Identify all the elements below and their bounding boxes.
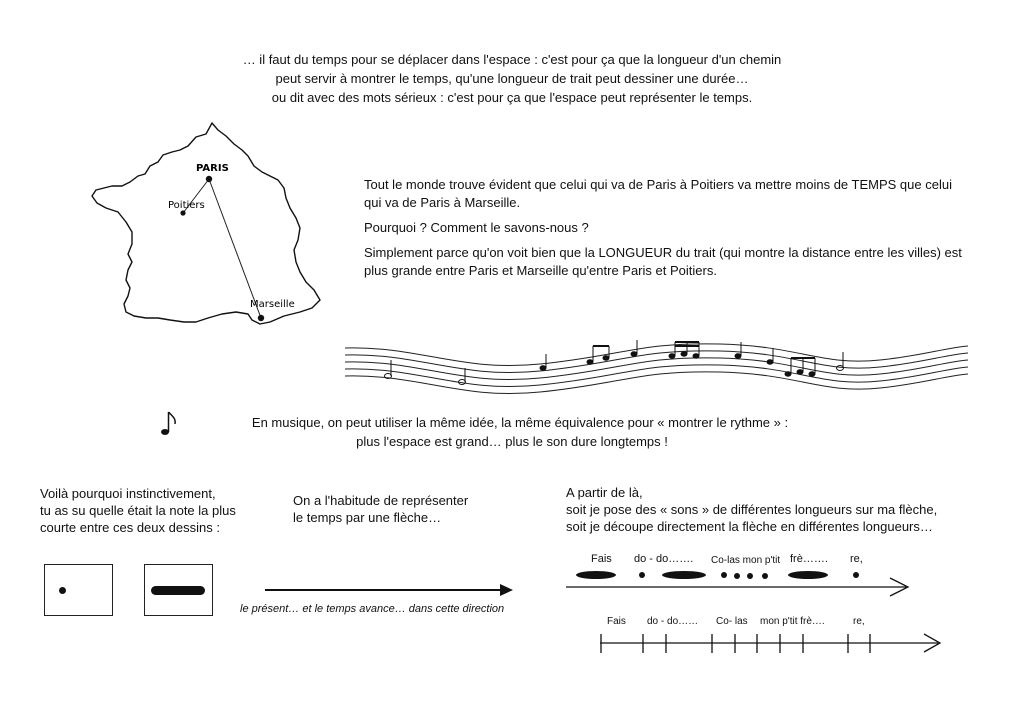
left-line-2: tu as su quelle était la note la plus xyxy=(40,503,236,518)
music-line-1: En musique, on peut utiliser la même idée, la même équivalence pour « montrer le rythme » : xyxy=(251,415,789,430)
lyric-top-dodo: do - do……. xyxy=(634,553,694,565)
middle-line-2: le temps par une flèche… xyxy=(293,510,442,525)
poitiers-label: Poitiers xyxy=(168,200,205,211)
intro-line-3: ou dit avec des mots sérieux : c'est pour ça que l'espace peut représenter le temps. xyxy=(271,90,753,105)
lyric-bottom-re: re, xyxy=(853,616,865,627)
lyric-top-re: re, xyxy=(850,553,863,565)
lyric-bottom-mon: mon p'tit frè…. xyxy=(760,616,825,627)
lyric-bottom-fais: Fais xyxy=(607,616,626,627)
lyric-bottom-dodo: do - do…… xyxy=(647,616,699,627)
right-line-1: A partir de là, xyxy=(566,485,643,500)
right-line-3: soit je découpe directement la flèche en différentes longueurs… xyxy=(566,519,933,534)
intro-line-1: … il faut du temps pour se déplacer dans l'espace : c'est pour ça que la longueur d'un chemin xyxy=(242,52,782,67)
lyric-top-frere: frè……. xyxy=(790,553,828,565)
time-arrow-caption: le présent… et le temps avance… dans cette direction xyxy=(240,603,505,615)
lyric-top-colas: Co-las mon p'tit xyxy=(711,555,781,566)
lyric-top-fais: Fais xyxy=(591,553,612,565)
marseille-label: Marseille xyxy=(250,299,295,310)
left-line-3: courte entre ces deux dessins : xyxy=(40,520,220,535)
explanation-p2: Pourquoi ? Comment le savons-nous ? xyxy=(364,220,589,235)
lyric-bottom-colas: Co- las xyxy=(716,616,748,627)
explanation-p1: Tout le monde trouve évident que celui qui va de Paris à Poitiers va mettre moins de TEMPS que celui qui va de Paris à Marseille. xyxy=(364,177,952,210)
paris-label: PARIS xyxy=(196,163,229,174)
intro-line-2: peut servir à montrer le temps, qu'une longueur de trait peut dessiner une durée… xyxy=(275,71,749,86)
explanation-p3: Simplement parce qu'on voit bien que la LONGUEUR du trait (qui montre la distance entre les villes) est plus grande entre Paris et Marseille qu'entre Paris et Poitiers. xyxy=(364,245,962,278)
music-line-2: plus l'espace est grand… plus le son dure longtemps ! xyxy=(356,434,668,449)
left-line-1: Voilà pourquoi instinctivement, xyxy=(40,486,216,501)
middle-line-1: On a l'habitude de représenter xyxy=(293,493,469,508)
right-line-2: soit je pose des « sons » de différentes longueurs sur ma flèche, xyxy=(566,502,938,517)
